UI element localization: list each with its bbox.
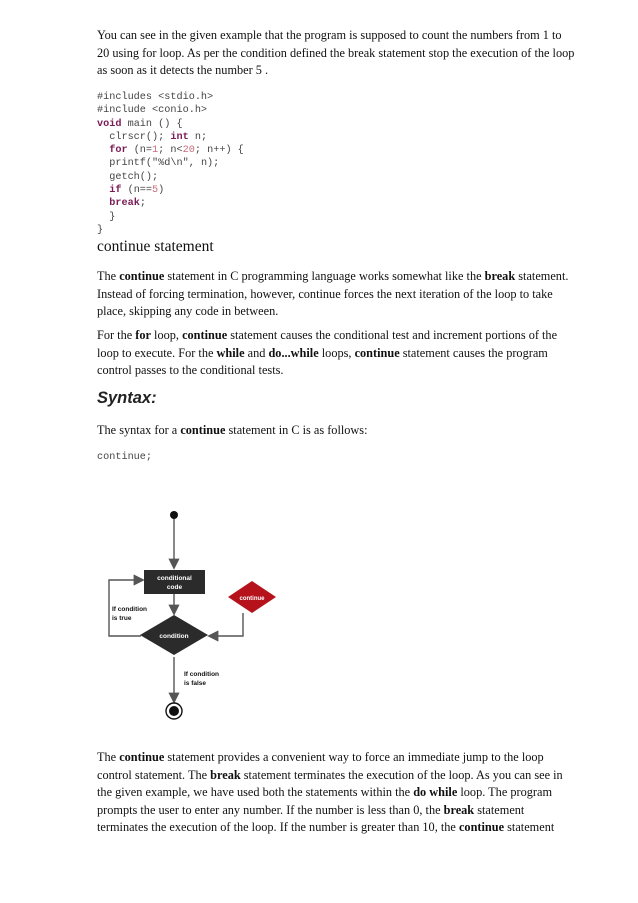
code-text: (n== [121,185,153,197]
conditional-code-label-1: conditional [157,575,192,582]
text-run: For the [97,328,136,342]
code-line-9 [97,198,146,209]
keyword-void: void [97,118,122,130]
false-label-1: If condition [184,671,220,678]
code-string: "%d\n" [152,158,189,170]
bold-term: do while [413,785,458,799]
code-text: ; n++) { [194,145,244,157]
keyword-int: int [170,131,189,143]
text-run: loop. The program [457,785,553,799]
intro-paragraph [97,27,603,80]
keyword-for: for [109,145,128,157]
end-node [169,706,179,716]
code-line-6 [97,158,219,169]
text-run: loop, [150,328,183,342]
text-run: terminates the execution of the loop. If the number is greater than 10, the [97,820,459,834]
code-line-7: getch(); [97,171,159,183]
section-heading: continue statement [97,238,214,255]
code-line-5 [97,145,244,156]
continue-label: continue [239,596,265,602]
text-run: statement provides a convenient way to force an immediate jump to the loop [164,750,544,764]
text-run: statement in C is as follows: [225,423,368,437]
continue-to-condition-arrow [210,613,243,636]
code-example [97,91,244,237]
code-text: , n); [188,158,220,170]
for-loop-paragraph [97,327,603,380]
text-run: control statement. The [97,767,211,782]
bold-term: break [443,802,475,817]
code-line-11: } [97,224,104,236]
text-run: The [97,269,120,283]
code-number: 20 [182,145,195,157]
bold-term: continue [119,269,165,283]
text-run: statement terminates the execution of the loop. As you can see in [240,767,563,782]
text-run: place, skipping any code in between. [97,304,279,318]
bold-term: continue [458,820,505,834]
code-text: clrscr(); [97,131,171,143]
condition-label: condition [159,633,189,640]
text-run: statement causes the program [399,345,548,360]
syntax-heading: Syntax: [97,389,157,407]
bold-term: continue [354,345,400,360]
true-label-1: If condition [112,606,148,613]
code-line-10: } [97,211,116,223]
code-text: printf( [97,158,153,170]
text-run: statement in C programming language works somewhat like the [164,269,485,283]
code-text: main () { [121,118,183,130]
text-run: the given example, we have used both the statements within the [97,785,414,799]
code-line-1: #includes <stdio.h> [97,92,214,103]
text-run: statement [504,820,555,834]
text-run: statement [474,802,525,817]
text-run: statement causes the conditional test and increment portions of the [227,328,558,342]
code-line-3 [97,119,183,130]
conditional-code-label-2: code [166,584,183,591]
code-line-2: #include <conio.h> [97,105,208,117]
bold-term: break [210,767,241,782]
text-run: loops, [318,345,355,360]
bold-term: break [484,269,516,283]
true-label-2: is true [112,615,132,622]
text-run: The [97,750,120,764]
syntax-code: continue; [97,452,153,463]
bold-term: do...while [268,345,319,360]
continue-flowchart [100,505,290,725]
code-text: ) [158,185,165,197]
false-label-2: is false [184,680,207,687]
keyword-if: if [109,185,122,197]
intro-line-2: 20 using for loop. As per the condition defined the break statement stop the execution of the loop [97,45,575,60]
code-line-8 [97,185,164,196]
code-line-4 [97,132,207,143]
text-run: loop to execute. For the [97,345,217,360]
continue-description-paragraph [97,268,603,321]
text-run: prompts the user to enter any number. If the number is less than 0, the [97,802,444,817]
code-number: 5 [152,185,159,197]
code-text: (n= [127,145,153,157]
text-run: Instead of forcing termination, however, continue forces the next iteration of the loop to take [97,286,553,301]
bold-term: continue [182,328,228,342]
code-text: n; [188,131,208,143]
intro-line-1: You can see in the given example that the program is supposed to count the numbers from 1 to [97,28,562,42]
code-number: 1 [152,145,159,157]
start-node [170,511,178,519]
syntax-paragraph [97,422,603,440]
text-run: statement. [515,269,569,283]
bold-term: for [135,328,151,342]
text-run: control passes to the conditional tests. [97,363,284,377]
keyword-break: break [109,198,140,210]
code-text: ; n< [158,145,183,157]
bold-term: continue [180,423,226,437]
code-text: ; [139,198,146,210]
bold-term: continue [119,750,165,764]
intro-line-3: as soon as it detects the number 5 . [97,63,269,77]
text-run: and [244,345,269,360]
bold-term: while [216,345,245,360]
continue-usage-paragraph [97,749,603,837]
text-run: The syntax for a [97,423,181,437]
